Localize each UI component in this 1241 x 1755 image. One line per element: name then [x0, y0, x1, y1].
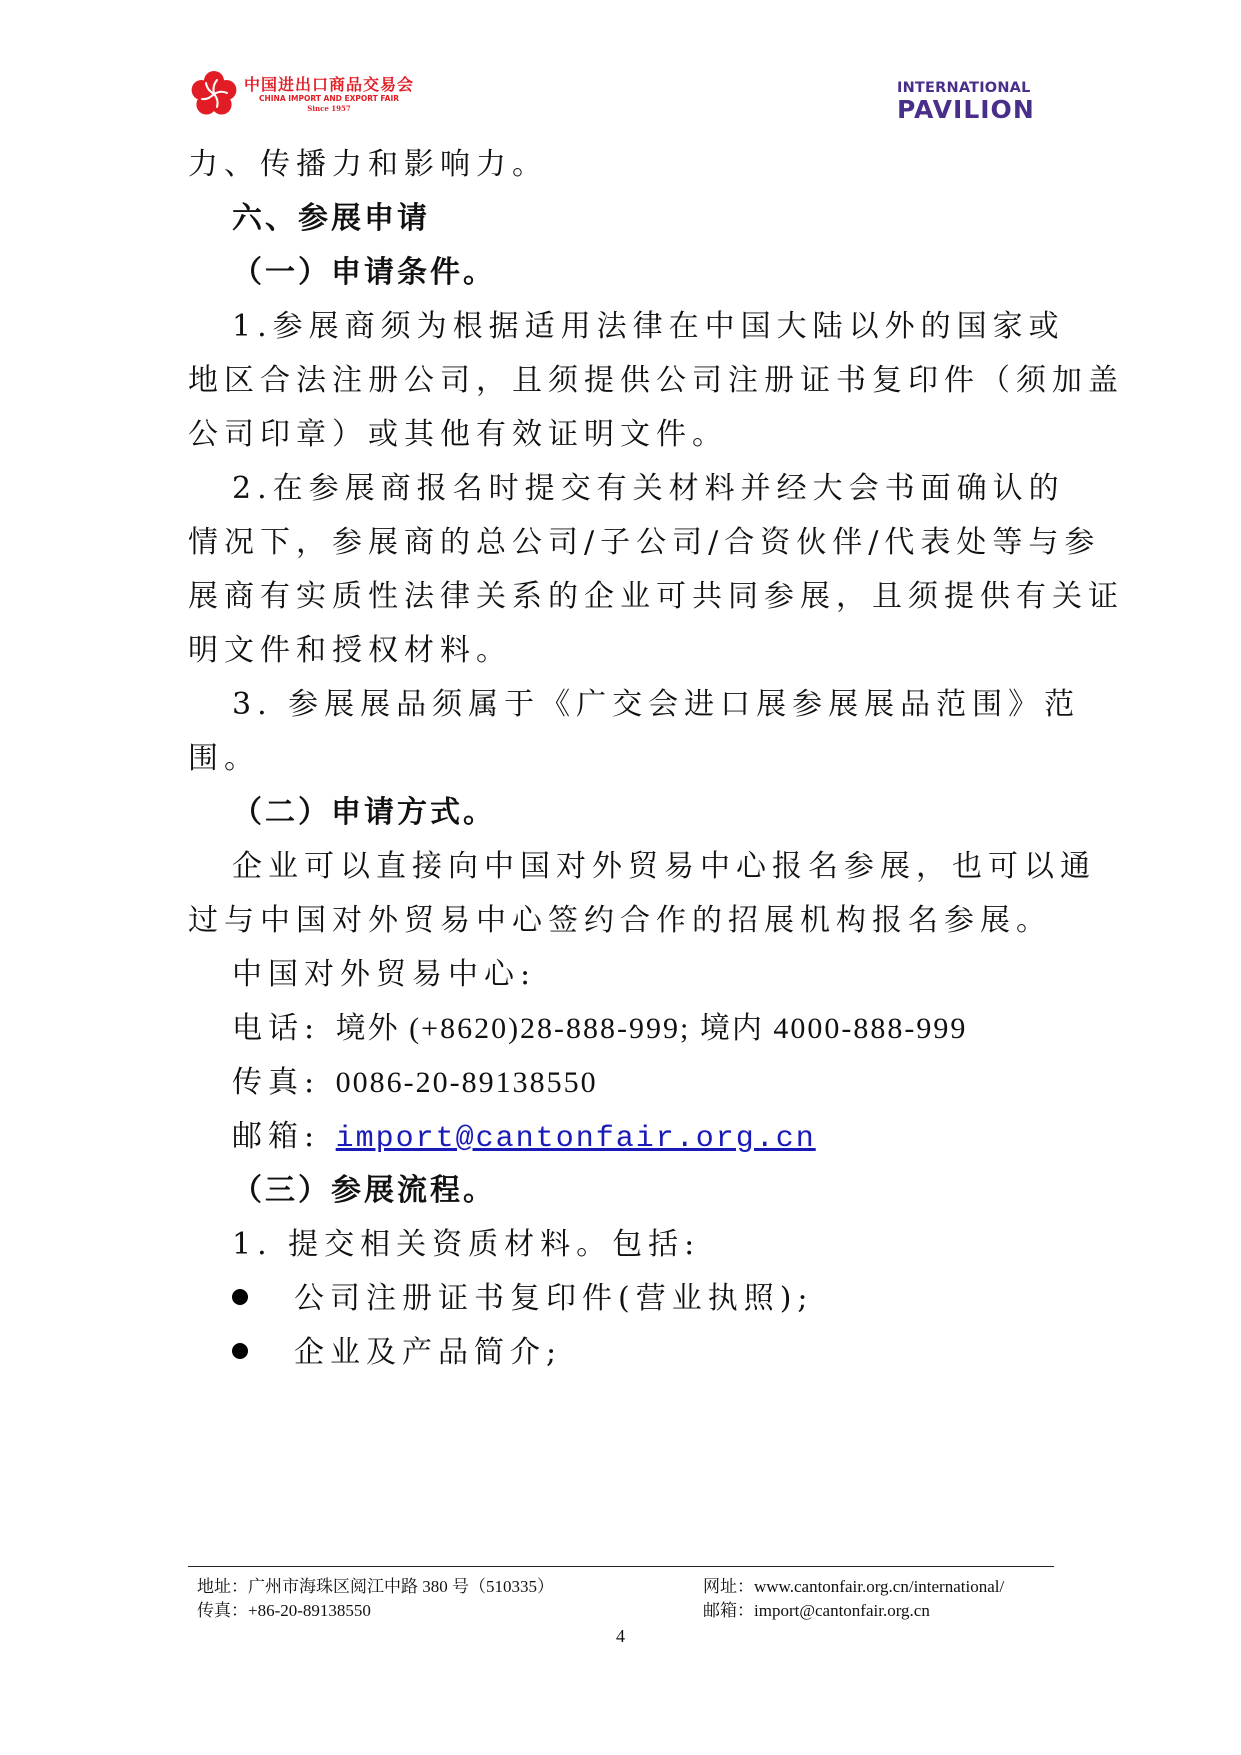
email-label: 邮箱: — [232, 1119, 321, 1154]
page-number: 4 — [616, 1626, 625, 1646]
bullet-icon — [232, 1343, 248, 1359]
subsection-title-conditions: （一）申请条件。 — [232, 255, 496, 290]
process-step-1: 1. 提交相关资质材料。包括: — [232, 1227, 701, 1262]
flower-icon — [190, 70, 238, 118]
logo-line-international: INTERNATIONAL — [897, 80, 1031, 96]
method-paragraph-line-2: 过与中国对外贸易中心签约合作的招展机构报名参展。 — [188, 903, 1052, 938]
fax-label: 传真: — [232, 1065, 321, 1100]
page-header — [0, 0, 1241, 140]
phone-value: 境外 (+8620)28-888-999; 境内 4000-888-999 — [335, 1012, 968, 1045]
condition-3-line-1: 3. 参展展品须属于《广交会进口展参展展品范围》范 — [232, 687, 1081, 722]
condition-3-line-2: 围。 — [188, 741, 260, 776]
footer-address: 地址：广州市海珠区阅江中路 380 号（510335） — [197, 1577, 554, 1596]
condition-2-line-4: 明文件和授权材料。 — [188, 633, 512, 668]
logo-english-name: CHINA IMPORT AND EXPORT FAIR — [258, 93, 400, 103]
email-row — [232, 1117, 816, 1159]
fax-value: 0086-20-89138550 — [335, 1066, 598, 1099]
logo-chinese-name: 中国进出口商品交易会 — [244, 74, 415, 94]
org-name: 中国对外贸易中心: — [232, 957, 537, 992]
phone-label: 电话: — [232, 1011, 321, 1046]
footer-website: 网址：www.cantonfair.org.cn/international/ — [703, 1577, 1005, 1596]
condition-1-line-2: 地区合法注册公司，且须提供公司注册证书复印件（须加盖 — [188, 363, 1124, 398]
email-link[interactable]: import@cantonfair.org.cn — [335, 1122, 816, 1156]
bullet-icon — [232, 1289, 248, 1305]
fax-row — [232, 1063, 598, 1103]
canton-fair-logo — [190, 70, 414, 118]
condition-2-line-1: 2.在参展商报名时提交有关材料并经大会书面确认的 — [232, 471, 1065, 506]
list-item — [232, 1333, 562, 1373]
subsection-title-process: （三）参展流程。 — [232, 1173, 496, 1208]
international-pavilion-logo — [897, 80, 1035, 124]
condition-1-line-1: 1.参展商须为根据适用法律在中国大陆以外的国家或 — [232, 309, 1065, 344]
footer-email: 邮箱：import@cantonfair.org.cn — [703, 1601, 930, 1620]
list-item — [232, 1279, 814, 1319]
subsection-title-method: （二）申请方式。 — [232, 795, 496, 830]
condition-2-line-3: 展商有实质性法律关系的企业可共同参展，且须提供有关证 — [188, 579, 1124, 614]
logo-line-pavilion: PAVILION — [897, 95, 1035, 124]
footer-left — [197, 1575, 554, 1623]
section-title: 六、参展申请 — [232, 201, 430, 236]
footer-right — [703, 1575, 1004, 1623]
footer-fax: 传真：+86-20-89138550 — [197, 1601, 371, 1620]
logo-since: Since 1957 — [307, 103, 351, 113]
list-item-text: 企业及产品简介; — [294, 1335, 563, 1370]
condition-2-line-2: 情况下，参展商的总公司/子公司/合资伙伴/代表处等与参 — [188, 525, 1101, 560]
footer-divider — [188, 1566, 1054, 1567]
method-paragraph-line-1: 企业可以直接向中国对外贸易中心报名参展，也可以通 — [232, 849, 1096, 884]
list-item-text: 公司注册证书复印件(营业执照); — [294, 1281, 814, 1316]
continued-paragraph: 力、传播力和影响力。 — [188, 147, 548, 182]
condition-1-line-3: 公司印章）或其他有效证明文件。 — [188, 417, 728, 452]
phone-row — [232, 1009, 967, 1049]
